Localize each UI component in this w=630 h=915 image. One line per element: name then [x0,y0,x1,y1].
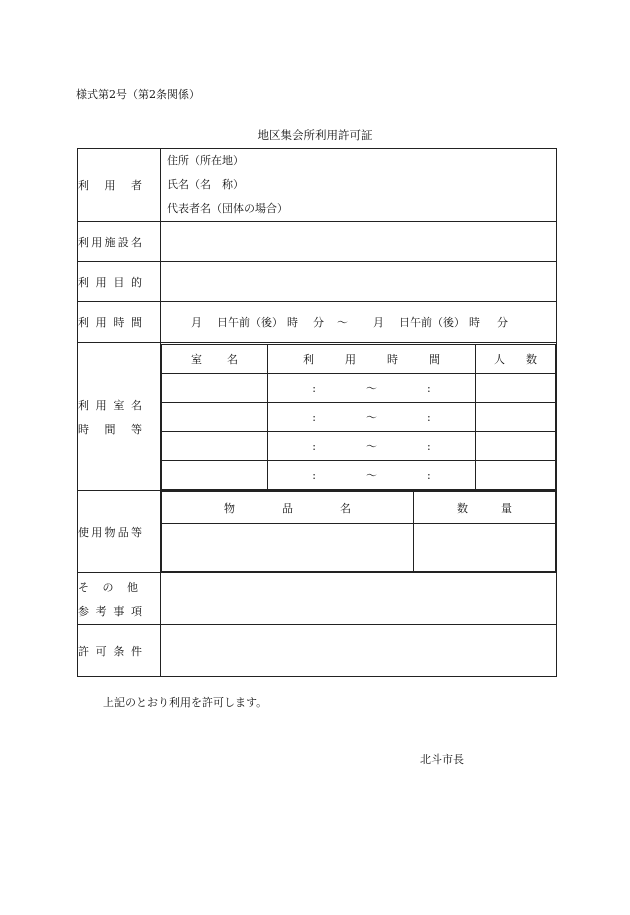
item-name-input[interactable] [162,524,414,572]
label-char: 施 [104,235,116,249]
label-char: 利 [78,235,89,249]
header-quantity [414,492,556,524]
label-char: 用 [95,316,107,329]
time-month: 月 [191,316,202,329]
time-day-ampm: 日午前（後） [217,316,283,329]
label-char: 参 [78,604,89,618]
time-month: 月 [373,316,384,329]
label-char: 用 [104,179,116,192]
label-char: 条 [113,644,125,658]
header-char: 品 [282,501,293,515]
label-items [78,491,161,573]
label-char: 他 [127,580,138,594]
room-time-input[interactable] [268,402,476,431]
label-char: 名 [131,235,142,249]
form-number: 様式第2号（第2条関係） [76,88,200,101]
items-subtable [161,491,556,572]
label-char: 使 [78,525,89,539]
label-char: 的 [130,275,142,289]
tilde: ～ [366,381,377,395]
label-char: 事 [113,604,125,618]
representative-line: 代表者名（団体の場合） [167,202,288,215]
time-minute: 分 [497,316,508,329]
header-char: 間 [429,352,440,366]
label-char: の [102,580,114,594]
label-char: 目 [113,275,125,289]
label-char: 利 [78,398,89,412]
header-char: 名 [227,352,238,366]
label-other [78,573,161,625]
colon: : [312,410,316,424]
time-minute: 分 [313,316,324,329]
room-name-input[interactable] [162,402,268,431]
label-char: 名 [130,398,142,412]
room-name-input[interactable] [162,460,268,489]
label-char: 室 [113,398,125,412]
room-time-input[interactable] [268,460,476,489]
conditions-value-cell[interactable] [161,625,557,677]
colon: : [427,410,431,424]
header-char: 室 [191,352,202,366]
room-entry-row [162,460,556,489]
colon: : [427,381,431,395]
name-line: 氏名（名 称） [167,178,244,191]
address-line: 住所（所在地） [167,154,244,167]
row-conditions [78,625,557,677]
header-char: 数 [457,501,468,515]
label-char: 件 [130,644,142,658]
tilde: ～ [366,439,377,453]
label-user [78,149,161,222]
row-other [78,573,557,625]
label-char: 考 [95,604,107,618]
people-count-input[interactable] [476,431,556,460]
label-char: 間 [104,422,116,436]
user-info-cell[interactable] [161,149,557,222]
document-title: 地区集会所利用許可証 [257,128,373,142]
people-count-input[interactable] [476,373,556,402]
colon: : [427,468,431,482]
label-char: 許 [78,644,89,658]
label-char: 用 [91,235,103,249]
header-item-name [162,492,414,524]
room-name-input[interactable] [162,431,268,460]
header-char: 利 [303,352,314,366]
purpose-value-cell[interactable] [161,262,557,302]
colon: : [312,439,316,453]
label-char: 用 [91,525,103,539]
permit-form-table [77,148,557,677]
room-time-input[interactable] [268,431,476,460]
header-char: 人 [494,352,505,366]
room-header-row [162,344,556,373]
header-char: 数 [526,352,537,366]
label-char: 品 [117,525,129,539]
label-room [78,343,161,491]
row-facility [78,222,557,262]
header-time [268,344,476,373]
row-purpose [78,262,557,302]
colon: : [312,381,316,395]
label-char: 用 [95,275,107,289]
row-user [78,149,557,222]
label-char: 利 [78,179,89,192]
label-facility [78,222,161,262]
colon: : [427,439,431,453]
items-subtable-cell [161,491,557,573]
label-char: 用 [95,398,107,412]
label-char: 可 [95,644,107,658]
room-entry-row [162,402,556,431]
room-subtable [161,344,556,490]
label-char: 時 [113,316,125,329]
room-subtable-cell [161,343,557,491]
header-char: 量 [501,501,512,515]
label-char: 者 [131,179,142,192]
label-char: 間 [130,316,142,329]
label-purpose [78,262,161,302]
time-day-ampm: 日午前（後） [399,316,465,329]
tilde: ～ [366,410,377,424]
label-char: 設 [117,235,129,249]
people-count-input[interactable] [476,460,556,489]
header-char: 物 [224,501,235,515]
item-quantity-input[interactable] [414,524,556,572]
closing-statement: 上記のとおり利用を許可します。 [103,696,268,709]
header-room [162,344,268,373]
room-entry-row [162,431,556,460]
time-hour: 時 [287,316,298,329]
time-value-cell[interactable] [161,302,557,343]
header-char: 名 [340,501,351,515]
header-people [476,344,556,373]
label-char: 等 [131,422,142,436]
label-char: 項 [130,604,142,618]
tilde: ～ [366,468,377,482]
label-char: そ [78,580,89,594]
header-char: 時 [387,352,398,366]
time-tilde: ～ [337,316,348,329]
room-time-input[interactable] [268,373,476,402]
signer-title: 北斗市長 [420,753,464,766]
label-char: 利 [78,316,89,329]
label-char: 物 [104,525,116,539]
items-entry-row [162,524,556,572]
colon: : [312,468,316,482]
people-count-input[interactable] [476,402,556,431]
label-conditions [78,625,161,677]
time-hour: 時 [469,316,480,329]
room-entry-row [162,373,556,402]
label-char: 時 [78,422,89,436]
label-time [78,302,161,343]
items-header-row [162,492,556,524]
row-time [78,302,557,343]
row-room [78,343,557,491]
row-items [78,491,557,573]
facility-value-cell[interactable] [161,222,557,262]
label-char: 等 [131,525,142,539]
header-char: 用 [345,352,356,366]
room-name-input[interactable] [162,373,268,402]
other-value-cell[interactable] [161,573,557,625]
label-char: 利 [78,275,89,289]
